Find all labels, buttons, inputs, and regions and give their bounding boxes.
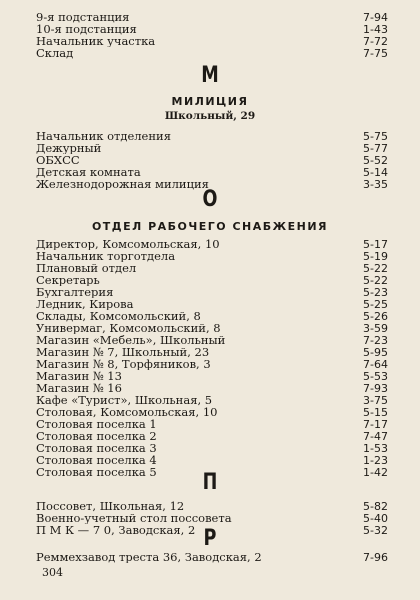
entry-phone: 5-82 [363,500,388,513]
entry-name: Столовая, Комсомольская, 10 [36,406,218,418]
entry-phone: 5-95 [363,346,388,359]
section-letter-p: П [202,470,218,495]
section-letter-o: О [202,187,218,212]
entry-phone: 5-22 [363,262,388,275]
entry-name: П М К — 7 0, Заводская, 2 [36,524,196,536]
entry-name: Склад [36,47,74,59]
entry-phone: 5-19 [363,250,388,263]
list-item [36,551,388,564]
entry-name: Кафе «Турист», Школьная, 5 [36,394,213,406]
entry-name: Столовая поселка 5 [36,466,157,478]
entry-name: Столовая поселка 3 [36,442,157,454]
entry-name: Столовая поселка 2 [36,430,157,442]
page-number: 304 [42,566,63,579]
entry-phone: 3-75 [363,394,388,407]
entry-phone: 5-77 [363,142,388,155]
entry-name: Начальник отделения [36,130,171,142]
entry-name: 10-я подстанция [36,23,137,35]
entry-phone: 5-23 [363,286,388,299]
entry-name: Реммехзавод треста 36, Заводская, 2 [36,551,262,563]
entry-name: Секретарь [36,274,100,286]
entry-name: Магазин № 16 [36,382,122,394]
entry-phone: 7-47 [363,430,388,443]
entry-name: Склады, Комсомольский, 8 [36,310,201,322]
entry-phone: 7-64 [363,358,388,371]
entry-phone: 5-53 [363,370,388,383]
entry-name: Директор, Комсомольская, 10 [36,238,220,250]
entry-phone: 5-40 [363,512,388,525]
entry-phone: 7-96 [363,551,388,564]
entry-phone: 3-59 [363,322,388,335]
entry-phone: 7-72 [363,35,388,48]
entry-phone: 7-93 [363,382,388,395]
entry-name: Начальник торготдела [36,250,176,262]
entry-phone: 1-23 [363,454,388,467]
section-heading-militia: МИЛИЦИЯ [171,95,249,108]
entry-phone: 5-52 [363,154,388,167]
entry-phone: 5-26 [363,310,388,323]
entry-phone: 5-17 [363,238,388,251]
entry-phone: 5-15 [363,406,388,419]
entry-name: Железнодорожная милиция [36,178,209,190]
entry-phone: 7-94 [363,11,388,24]
entry-name: Бухгалтерия [36,286,114,298]
entry-name: Столовая поселка 4 [36,454,157,466]
list-item [36,47,388,60]
section-letter-m: М [201,63,219,88]
entry-phone: 7-75 [363,47,388,60]
entry-name: Детская комната [36,166,141,178]
entry-name: Магазин № 13 [36,370,122,382]
entry-phone: 5-25 [363,298,388,311]
entry-phone: 1-43 [363,23,388,36]
entry-name: Магазин № 7, Школьный, 23 [36,346,210,358]
entry-name: Военно-учетный стол поссовета [36,512,232,524]
entry-name: Магазин № 8, Торфяников, 3 [36,358,211,370]
entry-phone: 5-22 [363,274,388,287]
entry-phone: 5-14 [363,166,388,179]
entry-phone: 1-42 [363,466,388,479]
section-address: Школьный, 29 [164,110,256,122]
entry-name: Дежурный [36,142,102,154]
entry-phone: 3-35 [363,178,388,191]
entry-name: 9-я подстанция [36,11,130,23]
entry-name: ОБХСС [36,154,80,166]
entry-phone: 7-23 [363,334,388,347]
entry-name: Плановый отдел [36,262,137,274]
entry-name: Начальник участка [36,35,156,47]
entry-name: Универмаг, Комсомольский, 8 [36,322,221,334]
entry-name: Ледник, Кирова [36,298,134,310]
section-letter-r: Р [203,526,217,551]
section-heading-supply: ОТДЕЛ РАБОЧЕГО СНАБЖЕНИЯ [91,220,329,233]
entry-name: Поссовет, Школьная, 12 [36,500,185,512]
entry-phone: 7-17 [363,418,388,431]
entry-phone: 5-32 [363,524,388,537]
entry-name: Столовая поселка 1 [36,418,157,430]
entry-name: Магазин «Мебель», Школьный [36,334,226,346]
entry-phone: 5-75 [363,130,388,143]
entry-phone: 1-53 [363,442,388,455]
